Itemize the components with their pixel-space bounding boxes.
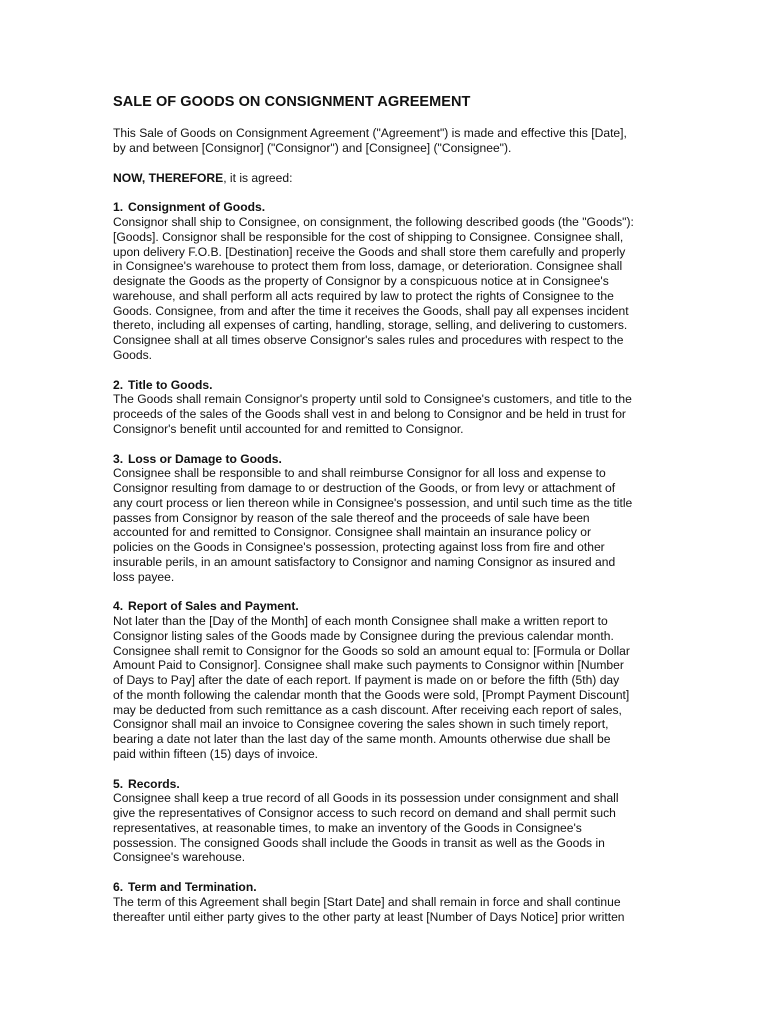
section-body-line: give the representatives of Consignor access to such record on demand and shall permit such [113, 806, 616, 820]
section-4 [113, 599, 661, 761]
section-body-line: Amount Paid to Consignor]. Consignee shall make such payments to Consignor within [Number [113, 658, 624, 673]
section-body-line: Consignor listing sales of the Goods made by Consignee during the previous calendar month. [113, 628, 614, 643]
agreed-clause [113, 171, 661, 186]
section-body-line: Goods. [113, 347, 152, 362]
section-body-line: insurable perils, in an amount satisfactory to Consignor and naming Consignor as insured and [113, 554, 616, 569]
section-heading [113, 880, 661, 895]
section-body-line: passes from Consignor by reason of the sale thereof and the proceeds of sale have been [113, 510, 590, 525]
section-number: 4. [113, 599, 124, 614]
section-number: 5. [113, 776, 124, 791]
section-body-line: [Goods]. Consignor shall be responsible for the cost of shipping to Consignee. Consignee shall, [113, 229, 624, 244]
section-heading-text: Consignment of Goods. [128, 200, 266, 215]
section-heading-text: Report of Sales and Payment. [128, 599, 299, 614]
section-body-line: accounted for and remitted to Consignor. Consignee shall maintain an insurance policy or [113, 525, 591, 540]
intro-paragraph [113, 126, 661, 156]
section-body-line: bearing a date not later than the last day of the same month. Amounts otherwise due shall be [113, 732, 611, 746]
section-number: 3. [113, 451, 124, 466]
section-1 [113, 200, 661, 362]
section-body-line: Not later than the [Day of the Month] of each month Consignee shall make a written report to [113, 614, 608, 628]
section-body-line: upon delivery F.O.B. [Destination] receive the Goods and shall store them carefully and properly [113, 244, 626, 259]
section-body-line: Consignor shall ship to Consignee, on consignment, the following described goods (the "Goods"): [113, 215, 634, 229]
section-body-line: policies on the Goods in Consignee's possession, protecting against loss from fire and other [113, 540, 605, 554]
section-body-line: Consignee's warehouse. [113, 850, 246, 865]
section-body-line: Consignor resulting from damage to or destruction of the Goods, or from levy or attachment of [113, 481, 616, 495]
section-body-line: paid within fifteen (15) days of invoice. [113, 746, 319, 761]
section-body-line: The term of this Agreement shall begin [Start Date] and shall remain in force and shall continue [113, 894, 621, 909]
section-body-line: Consignee shall at all times observe Consignor's sales rules and procedures with respect to the [113, 333, 624, 347]
section-heading-text: Loss or Damage to Goods. [128, 451, 282, 466]
document-body [113, 93, 661, 924]
section-body-line: any court process or lien thereon while in Consignee's possession, and until such time as the title [113, 495, 633, 510]
section-body-line: in Consignee's warehouse to protect them from loss, damage, or deterioration. Consignee shall [113, 259, 623, 274]
section-body-line: The Goods shall remain Consignor's property until sold to Consignee's customers, and title to the [113, 392, 632, 407]
section-body-line: thereafter until either party gives to the other party at least [Number of Days Notice] prior written [113, 909, 625, 924]
section-body-line: Consignee shall remit to Consignor for the Goods so sold an amount equal to: [Formula or Dollar [113, 643, 630, 658]
agreed-bold: NOW, THEREFORE [113, 170, 224, 185]
document-title: SALE OF GOODS ON CONSIGNMENT AGREEMENT [113, 94, 471, 110]
section-heading-text: Term and Termination. [128, 880, 257, 894]
section-number: 2. [113, 377, 124, 392]
section-heading [113, 599, 661, 614]
sections-container [113, 200, 661, 924]
section-body-line: loss payee. [113, 569, 175, 584]
section-body-line: of Days to Pay] after the date of each report. If payment is made on or before the fifth (5th) day [113, 673, 620, 687]
section-body-line: Consignee shall keep a true record of all Goods in its possession under consignment and shall [113, 791, 619, 806]
section-body-line: designate the Goods as the property of Consignor by a conspicuous notice at in Consignee's [113, 274, 609, 288]
section-number: 6. [113, 880, 124, 894]
section-6 [113, 880, 661, 924]
section-body-line: thereto, including all expenses of carting, handling, storage, selling, and delivering to customers. [113, 318, 628, 333]
section-heading [113, 378, 661, 393]
section-number: 1. [113, 200, 124, 215]
section-body-line: Consignor shall mail an invoice to Consignee covering the sales shown in such timely report, [113, 717, 609, 732]
section-heading [113, 452, 661, 467]
agreed-rest: , it is agreed: [223, 170, 293, 185]
section-body-line: warehouse, and shall perform all acts required by law to protect the rights of Consignee to the [113, 288, 614, 303]
section-heading [113, 200, 661, 215]
section-5 [113, 777, 661, 866]
section-body-line: Consignee shall be responsible to and shall reimburse Consignor for all loss and expense to [113, 466, 606, 481]
section-heading-text: Records. [128, 776, 180, 791]
section-body-line: of the month following the calendar month that the Goods were sold, [Prompt Payment Discount] [113, 687, 630, 702]
section-body-line: representatives, at reasonable times, to make an inventory of the Goods in Consignee's [113, 820, 582, 835]
intro-line: by and between [Consignor] ("Consignor") and [Consignee] ("Consignee"). [113, 140, 512, 155]
section-body-line: possession. The consigned Goods shall include the Goods in transit as well as the Goods in [113, 835, 605, 850]
section-3 [113, 452, 661, 585]
section-heading-text: Title to Goods. [128, 377, 213, 392]
section-body-line: proceeds of the sales of the Goods shall vest in and belong to Consignor and be held in trust for [113, 407, 626, 421]
section-body-line: Consignor's benefit until accounted for and remitted to Consignor. [113, 421, 464, 436]
intro-line: This Sale of Goods on Consignment Agreement ("Agreement") is made and effective this [Date], [113, 126, 627, 140]
section-body-line: may be deducted from such remittance as a cash discount. After receiving each report of sales, [113, 702, 622, 717]
section-2 [113, 378, 661, 437]
section-body-line: Goods. Consignee, from and after the time it receives the Goods, shall pay all expenses incident [113, 303, 629, 318]
section-heading [113, 777, 661, 792]
